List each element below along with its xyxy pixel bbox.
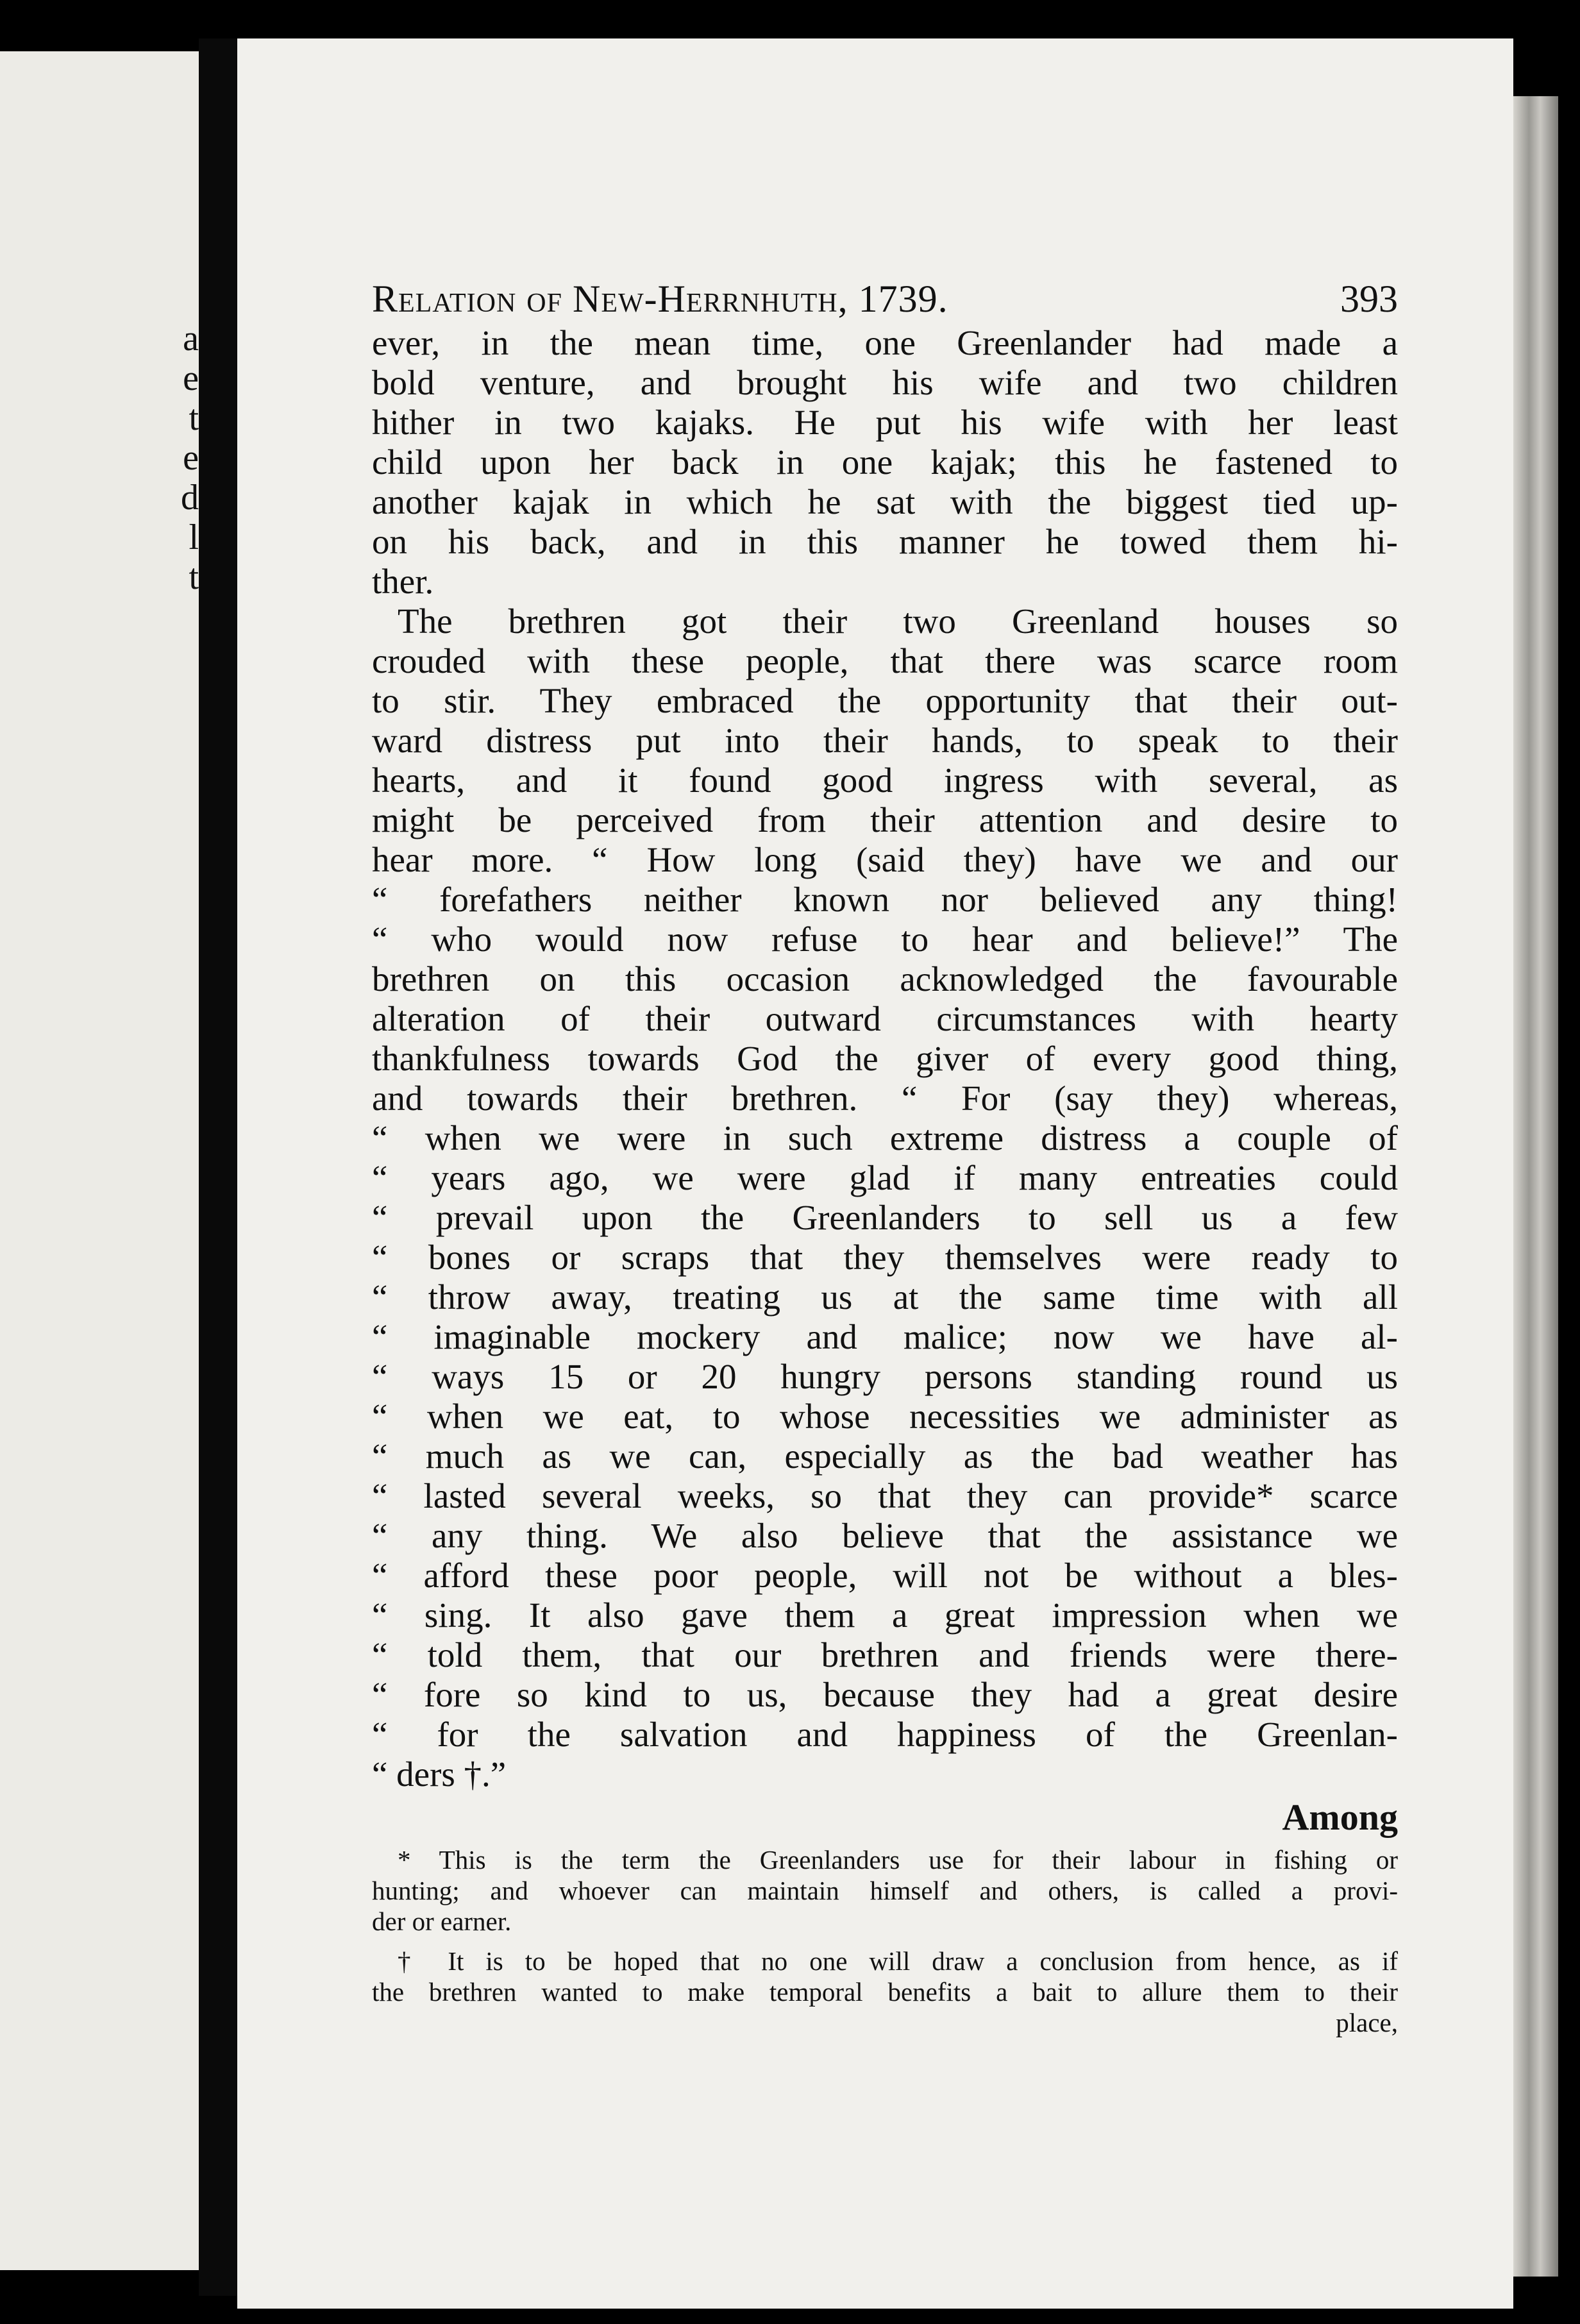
text-line: thankfulness towards God the giver of every good thing, (372, 1039, 1398, 1078)
edge-letter: e (183, 438, 199, 478)
body-text (372, 323, 1398, 1794)
text-line: ever, in the mean time, one Greenlander had made a (372, 323, 1398, 362)
text-line: child upon her back in one kajak; this he fastened to (372, 442, 1398, 482)
text-line: “ sing. It also gave them a great impression when we (372, 1596, 1398, 1635)
edge-letter: e (183, 358, 199, 398)
edge-letter: a (183, 319, 199, 358)
footnote-line: * This is the term the Greenlanders use for their labour in fishing or (398, 1845, 1398, 1874)
text-line: another kajak in which he sat with the biggest tied up- (372, 482, 1398, 521)
text-line: “ any thing. We also believe that the assistance we (372, 1516, 1398, 1555)
text-line: “ imaginable mockery and malice; now we have al- (372, 1317, 1398, 1356)
edge-letter: l (189, 518, 199, 557)
text-line: hither in two kajaks. He put his wife with her least (372, 403, 1398, 442)
text-line: brethren on this occasion acknowledged the favourable (372, 959, 1398, 998)
text-line: hear more. “ How long (said they) have we and our (372, 840, 1398, 879)
text-line: ward distress put into their hands, to speak to their (372, 721, 1398, 760)
text-line: “ forefathers neither known nor believed any thing! (372, 880, 1398, 919)
text-line: hearts, and it found good ingress with several, as (372, 761, 1398, 800)
catchword: Among (1282, 1796, 1398, 1838)
text-line: “ told them, that our brethren and friends were there- (372, 1635, 1398, 1674)
text-line: “ afford these poor people, will not be without a bles- (372, 1556, 1398, 1595)
facing-page-letters (0, 51, 199, 2270)
text-line: “ prevail upon the Greenlanders to sell us a few (372, 1198, 1398, 1237)
text-line: on his back, and in this manner he towed them hi- (372, 522, 1398, 561)
text-line: “ bones or scraps that they themselves were ready to (372, 1238, 1398, 1277)
edge-letter: d (181, 478, 199, 518)
text-line: “ when we eat, to whose necessities we administer as (372, 1397, 1398, 1436)
edge-letter: t (189, 557, 199, 597)
text-line: “ when we were in such extreme distress a couple of (372, 1118, 1398, 1158)
footnotes (372, 1844, 1398, 2038)
book-page (237, 38, 1513, 2309)
text-line: “ much as we can, especially as the bad weather has (372, 1436, 1398, 1476)
page-stack-edge (1513, 96, 1558, 2277)
text-line: “ for the salvation and happiness of the Greenlan- (372, 1715, 1398, 1754)
footnote-line: place, (1336, 2008, 1398, 2037)
page-text-block (372, 277, 1398, 2038)
text-line: might be perceived from their attention and desire to (372, 800, 1398, 839)
footnote-line: the brethren wanted to make temporal benefits a bait to allure them to their (372, 1977, 1398, 2007)
footnote-line: † It is to be hoped that no one will draw a conclusion from hence, as if (398, 1946, 1398, 1976)
edge-letter: t (189, 398, 199, 438)
text-line: “ who would now refuse to hear and believe!” The (372, 920, 1398, 959)
text-line: “ throw away, treating us at the same time with all (372, 1277, 1398, 1317)
text-line: “ lasted several weeks, so that they can provide* scarce (372, 1476, 1398, 1515)
text-line: and towards their brethren. “ For (say they) whereas, (372, 1079, 1398, 1118)
text-line: alteration of their outward circumstances with hearty (372, 999, 1398, 1038)
footnote-line: der or earner. (372, 1907, 512, 1936)
text-line: “ ways 15 or 20 hungry persons standing round us (372, 1357, 1398, 1396)
text-line: “ ders †.” (372, 1755, 507, 1794)
text-line: crouded with these people, that there was scarce room (372, 641, 1398, 680)
text-line: “ years ago, we were glad if many entreaties could (372, 1158, 1398, 1197)
page-number: 393 (1340, 278, 1398, 320)
running-title: Relation of New-Herrnhuth, 1739. (372, 278, 948, 320)
footnote-line: hunting; and whoever can maintain himself and others, is called a provi- (372, 1876, 1398, 1905)
facing-page-edge (0, 51, 199, 2270)
book-gutter (199, 38, 237, 2296)
text-line: ther. (372, 562, 434, 601)
text-line: to stir. They embraced the opportunity that their out- (372, 681, 1398, 720)
text-line: bold venture, and brought his wife and two children (372, 363, 1398, 402)
running-header (372, 277, 1398, 323)
text-line: “ fore so kind to us, because they had a great desire (372, 1675, 1398, 1714)
text-line: The brethren got their two Greenland houses so (398, 602, 1398, 641)
